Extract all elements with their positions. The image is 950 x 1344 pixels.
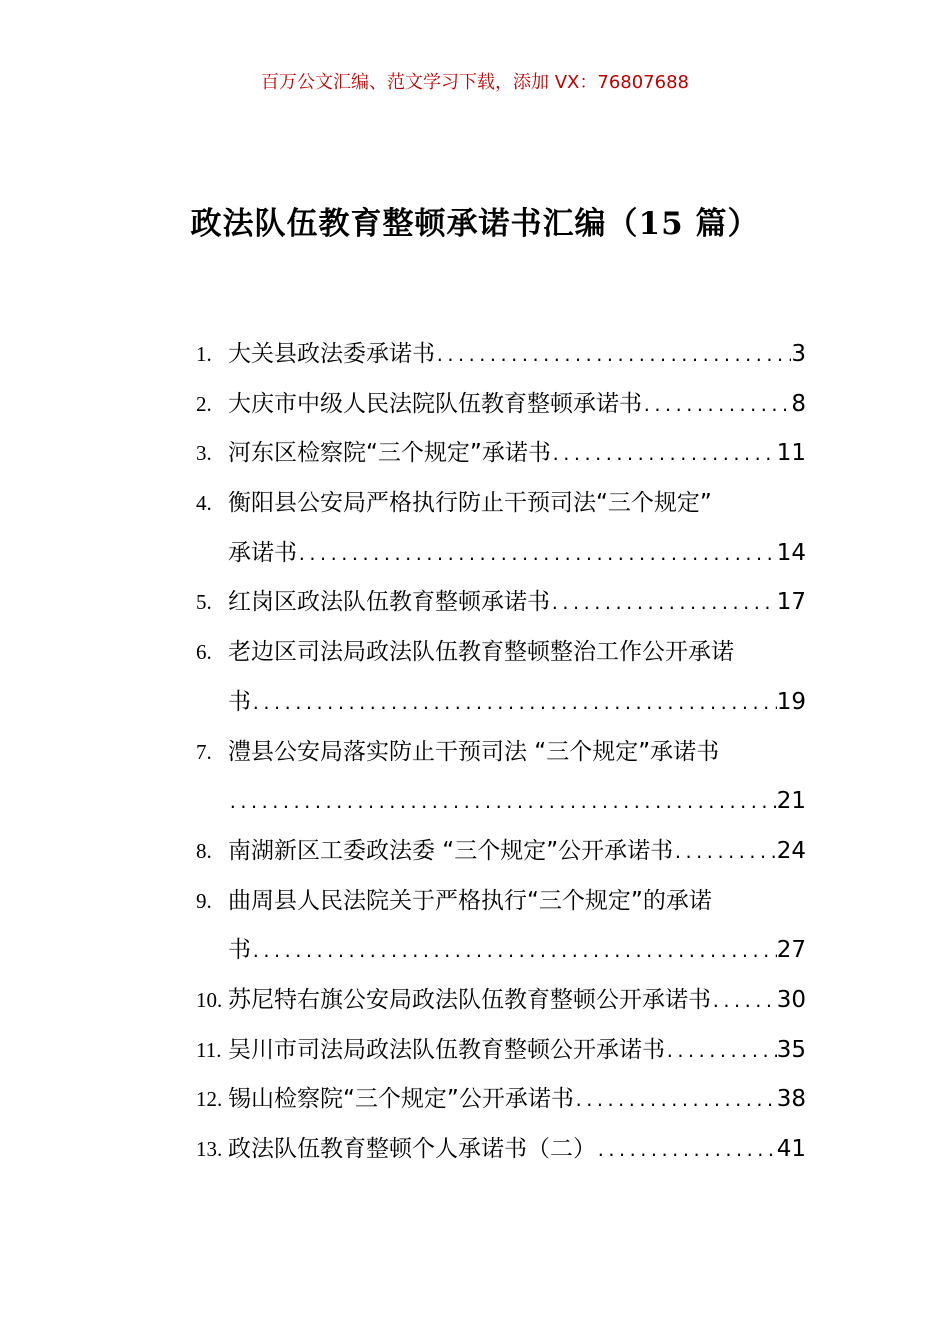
toc-number: 8. bbox=[196, 838, 212, 863]
toc-title: 吴川市司法局政法队伍教育整顿公开承诺书 bbox=[228, 1036, 665, 1063]
toc-entry[interactable] bbox=[196, 628, 806, 727]
toc-number: 4. bbox=[196, 491, 212, 516]
toc-number: 1. bbox=[196, 342, 212, 366]
toc-entry[interactable] bbox=[196, 1026, 806, 1076]
toc-entry[interactable] bbox=[196, 330, 806, 380]
toc-page-number: 11 bbox=[776, 440, 806, 467]
toc-line bbox=[196, 429, 806, 479]
toc-number: 7. bbox=[196, 739, 212, 764]
toc-number: 10. bbox=[196, 987, 223, 1012]
toc-number: 13. bbox=[196, 1137, 223, 1161]
dot-leader bbox=[596, 1126, 777, 1176]
toc-title: 承诺书 bbox=[228, 539, 297, 566]
dot-leader bbox=[711, 977, 777, 1027]
dot-leader bbox=[673, 828, 777, 878]
toc-entry[interactable] bbox=[196, 1125, 806, 1175]
toc-page-number: 19 bbox=[776, 688, 806, 715]
header-note: 百万公文汇编、范文学习下载，添加 VX：76807688 bbox=[261, 72, 689, 93]
dot-leader bbox=[251, 679, 777, 729]
toc-page-number: 41 bbox=[776, 1136, 806, 1162]
toc-line bbox=[196, 479, 806, 529]
toc-entry[interactable] bbox=[196, 380, 806, 430]
toc-page-number: 38 bbox=[776, 1086, 806, 1113]
toc-page-number: 24 bbox=[776, 837, 806, 864]
dot-leader bbox=[665, 1027, 777, 1077]
toc-number: 2. bbox=[196, 391, 212, 416]
toc-line bbox=[196, 877, 806, 927]
toc-entry[interactable] bbox=[196, 429, 806, 479]
toc-title: 书 bbox=[228, 688, 251, 715]
toc-entry[interactable] bbox=[196, 827, 806, 877]
toc-number: 5. bbox=[196, 590, 212, 615]
dot-leader bbox=[297, 530, 777, 580]
dot-leader bbox=[251, 927, 777, 977]
toc-title: 政法队伍教育整顿个人承诺书（二） bbox=[228, 1136, 596, 1162]
dot-leader bbox=[435, 331, 791, 381]
toc-number: 9. bbox=[196, 888, 212, 913]
toc-page-number: 8 bbox=[791, 390, 806, 417]
toc-number: 3. bbox=[196, 441, 212, 466]
toc-line bbox=[196, 1125, 806, 1175]
toc-title: 锡山检察院“三个规定”公开承诺书 bbox=[228, 1086, 574, 1113]
toc-title: 河东区检察院“三个规定”承诺书 bbox=[228, 440, 551, 467]
toc-title: 澧县公安局落实防止干预司法 “三个规定”承诺书 bbox=[228, 738, 720, 765]
toc-line bbox=[196, 380, 806, 430]
toc-line bbox=[196, 976, 806, 1026]
document-title: 政法队伍教育整顿承诺书汇编（15 篇） bbox=[190, 206, 760, 242]
toc-title: 大庆市中级人民法院队伍教育整顿承诺书 bbox=[228, 390, 642, 417]
toc-title: 苏尼特右旗公安局政法队伍教育整顿公开承诺书 bbox=[228, 986, 711, 1013]
toc-page-number: 30 bbox=[776, 986, 806, 1013]
toc-line bbox=[196, 578, 806, 628]
toc-line bbox=[196, 529, 806, 579]
toc-title: 衡阳县公安局严格执行防止干预司法“三个规定” bbox=[228, 490, 712, 517]
toc-number: 6. bbox=[196, 640, 212, 665]
dot-leader bbox=[551, 430, 777, 480]
toc-entry[interactable] bbox=[196, 877, 806, 976]
table-of-contents bbox=[196, 330, 806, 1175]
toc-line bbox=[196, 1075, 806, 1125]
dot-leader bbox=[228, 778, 777, 828]
toc-entry[interactable] bbox=[196, 728, 806, 827]
toc-entry[interactable] bbox=[196, 578, 806, 628]
toc-line bbox=[196, 728, 806, 778]
dot-leader bbox=[550, 579, 777, 629]
toc-entry[interactable] bbox=[196, 976, 806, 1026]
toc-number: 11. bbox=[196, 1037, 222, 1062]
toc-title: 书 bbox=[228, 937, 251, 964]
toc-entry[interactable] bbox=[196, 479, 806, 578]
toc-line bbox=[196, 827, 806, 877]
dot-leader bbox=[642, 381, 791, 431]
toc-line bbox=[196, 330, 806, 380]
toc-line bbox=[196, 777, 806, 827]
toc-page-number: 3 bbox=[791, 341, 806, 367]
toc-line bbox=[196, 628, 806, 678]
toc-title: 大关县政法委承诺书 bbox=[228, 341, 435, 367]
toc-page-number: 14 bbox=[776, 539, 806, 566]
toc-line bbox=[196, 678, 806, 728]
toc-number: 12. bbox=[196, 1087, 223, 1112]
toc-page-number: 27 bbox=[776, 937, 806, 964]
toc-line bbox=[196, 926, 806, 976]
toc-page-number: 17 bbox=[776, 589, 806, 616]
toc-title: 曲周县人民法院关于严格执行“三个规定”的承诺 bbox=[228, 887, 712, 914]
toc-page-number: 21 bbox=[776, 788, 806, 815]
dot-leader bbox=[574, 1076, 777, 1126]
toc-entry[interactable] bbox=[196, 1075, 806, 1125]
toc-page-number: 35 bbox=[776, 1036, 806, 1063]
toc-title: 红岗区政法队伍教育整顿承诺书 bbox=[228, 589, 550, 616]
toc-line bbox=[196, 1026, 806, 1076]
toc-title: 南湖新区工委政法委 “三个规定”公开承诺书 bbox=[228, 837, 674, 864]
toc-title: 老边区司法局政法队伍教育整顿整治工作公开承诺 bbox=[228, 639, 734, 666]
